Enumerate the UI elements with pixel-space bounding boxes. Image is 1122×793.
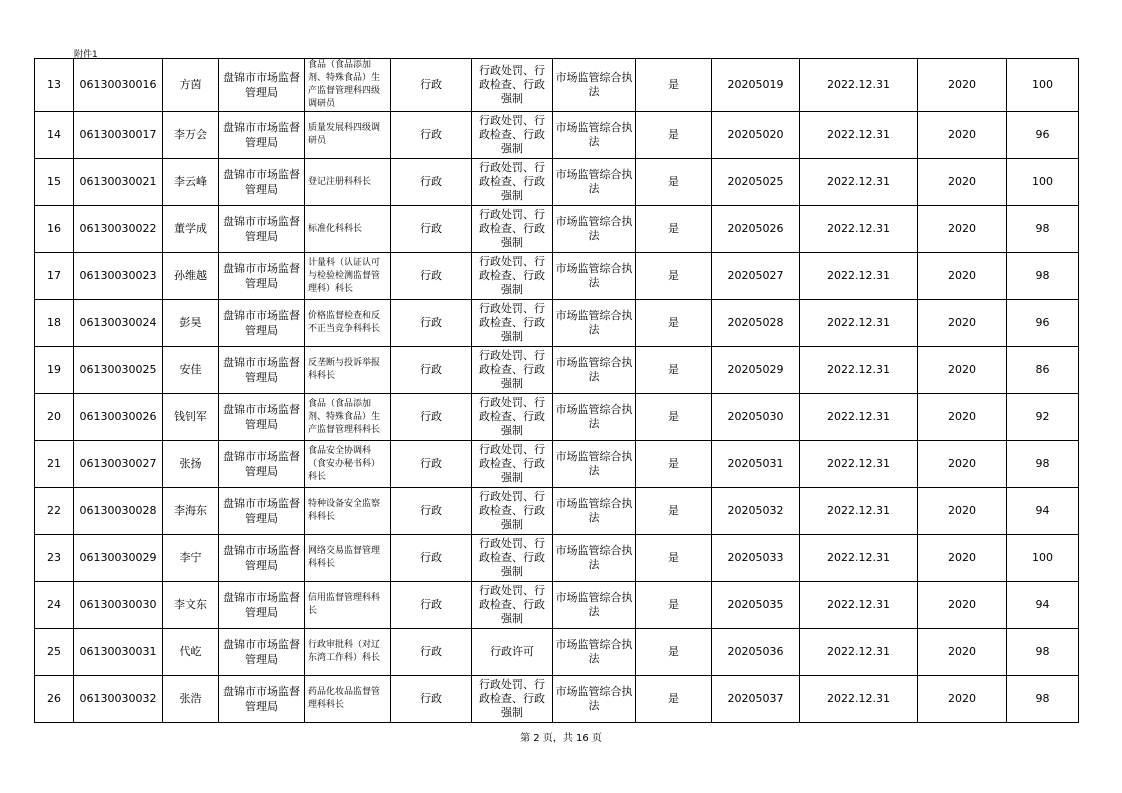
person-code-cell: 06130030021 xyxy=(74,159,163,206)
post-cell: 反垄断与投诉举报科科长 xyxy=(305,347,391,394)
flag-cell: 是 xyxy=(636,59,712,112)
unit-cell: 盘锦市市场监督管理局 xyxy=(219,159,305,206)
unit-cell: 盘锦市市场监督管理局 xyxy=(219,59,305,112)
enforcement-type-cell: 行政处罚、行政检查、行政强制 xyxy=(472,347,553,394)
row-number-cell: 22 xyxy=(35,488,74,535)
year-cell: 2020 xyxy=(918,112,1007,159)
valid-until-cell: 2022.12.31 xyxy=(800,112,918,159)
certificate-number-cell: 20205037 xyxy=(712,676,800,723)
year-cell: 2020 xyxy=(918,582,1007,629)
valid-until-cell: 2022.12.31 xyxy=(800,59,918,112)
table-row xyxy=(35,112,1079,159)
enforcement-field-cell: 市场监管综合执法 xyxy=(553,441,636,488)
enforcement-field-cell: 市场监管综合执法 xyxy=(553,535,636,582)
score-cell: 92 xyxy=(1007,394,1079,441)
name-cell: 钱钊军 xyxy=(163,394,219,441)
score-cell: 86 xyxy=(1007,347,1079,394)
post-cell: 质量发展科四级调研员 xyxy=(305,112,391,159)
person-code-cell: 06130030032 xyxy=(74,676,163,723)
unit-cell: 盘锦市市场监督管理局 xyxy=(219,629,305,676)
table-body xyxy=(35,59,1079,723)
certificate-number-cell: 20205031 xyxy=(712,441,800,488)
row-number-cell: 13 xyxy=(35,59,74,112)
row-number-cell: 24 xyxy=(35,582,74,629)
category-cell: 行政 xyxy=(391,347,472,394)
person-code-cell: 06130030030 xyxy=(74,582,163,629)
certificate-number-cell: 20205028 xyxy=(712,300,800,347)
unit-cell: 盘锦市市场监督管理局 xyxy=(219,676,305,723)
unit-cell: 盘锦市市场监督管理局 xyxy=(219,253,305,300)
name-cell: 代屹 xyxy=(163,629,219,676)
table-row xyxy=(35,347,1079,394)
name-cell: 李海东 xyxy=(163,488,219,535)
year-cell: 2020 xyxy=(918,441,1007,488)
post-cell: 药品化妆品监督管理科科长 xyxy=(305,676,391,723)
category-cell: 行政 xyxy=(391,582,472,629)
name-cell: 安佳 xyxy=(163,347,219,394)
score-cell: 96 xyxy=(1007,300,1079,347)
certificate-number-cell: 20205033 xyxy=(712,535,800,582)
enforcement-field-cell: 市场监管综合执法 xyxy=(553,629,636,676)
name-cell: 李万会 xyxy=(163,112,219,159)
enforcement-field-cell: 市场监管综合执法 xyxy=(553,59,636,112)
table-row xyxy=(35,441,1079,488)
person-code-cell: 06130030016 xyxy=(74,59,163,112)
row-number-cell: 23 xyxy=(35,535,74,582)
table-row xyxy=(35,582,1079,629)
post-cell: 食品（食品添加剂、特殊食品）生产监督管理科科长 xyxy=(305,394,391,441)
certificate-number-cell: 20205019 xyxy=(712,59,800,112)
flag-cell: 是 xyxy=(636,112,712,159)
certificate-number-cell: 20205025 xyxy=(712,159,800,206)
score-cell: 94 xyxy=(1007,488,1079,535)
post-cell: 价格监督检查和反不正当竞争科科长 xyxy=(305,300,391,347)
certificate-number-cell: 20205027 xyxy=(712,253,800,300)
enforcement-field-cell: 市场监管综合执法 xyxy=(553,253,636,300)
table-row xyxy=(35,394,1079,441)
unit-cell: 盘锦市市场监督管理局 xyxy=(219,535,305,582)
unit-cell: 盘锦市市场监督管理局 xyxy=(219,347,305,394)
person-code-cell: 06130030029 xyxy=(74,535,163,582)
row-number-cell: 17 xyxy=(35,253,74,300)
certificate-number-cell: 20205035 xyxy=(712,582,800,629)
enforcement-field-cell: 市场监管综合执法 xyxy=(553,582,636,629)
year-cell: 2020 xyxy=(918,300,1007,347)
flag-cell: 是 xyxy=(636,535,712,582)
table-row xyxy=(35,676,1079,723)
enforcement-type-cell: 行政许可 xyxy=(472,629,553,676)
flag-cell: 是 xyxy=(636,441,712,488)
flag-cell: 是 xyxy=(636,582,712,629)
unit-cell: 盘锦市市场监督管理局 xyxy=(219,206,305,253)
enforcement-field-cell: 市场监管综合执法 xyxy=(553,300,636,347)
table-row xyxy=(35,159,1079,206)
certificate-number-cell: 20205032 xyxy=(712,488,800,535)
personnel-table xyxy=(34,58,1079,723)
attachment-label: 附件1 xyxy=(74,50,98,60)
valid-until-cell: 2022.12.31 xyxy=(800,159,918,206)
score-cell: 98 xyxy=(1007,441,1079,488)
category-cell: 行政 xyxy=(391,394,472,441)
valid-until-cell: 2022.12.31 xyxy=(800,206,918,253)
valid-until-cell: 2022.12.31 xyxy=(800,300,918,347)
person-code-cell: 06130030023 xyxy=(74,253,163,300)
category-cell: 行政 xyxy=(391,535,472,582)
flag-cell: 是 xyxy=(636,488,712,535)
valid-until-cell: 2022.12.31 xyxy=(800,629,918,676)
enforcement-field-cell: 市场监管综合执法 xyxy=(553,112,636,159)
year-cell: 2020 xyxy=(918,535,1007,582)
person-code-cell: 06130030017 xyxy=(74,112,163,159)
year-cell: 2020 xyxy=(918,394,1007,441)
category-cell: 行政 xyxy=(391,59,472,112)
name-cell: 李文东 xyxy=(163,582,219,629)
table-row xyxy=(35,535,1079,582)
table-row xyxy=(35,300,1079,347)
category-cell: 行政 xyxy=(391,676,472,723)
page-indicator: 第 2 页，共 16 页 xyxy=(520,733,602,744)
unit-cell: 盘锦市市场监督管理局 xyxy=(219,112,305,159)
score-cell: 100 xyxy=(1007,159,1079,206)
year-cell: 2020 xyxy=(918,253,1007,300)
table-row xyxy=(35,59,1079,112)
enforcement-type-cell: 行政处罚、行政检查、行政强制 xyxy=(472,535,553,582)
unit-cell: 盘锦市市场监督管理局 xyxy=(219,441,305,488)
year-cell: 2020 xyxy=(918,347,1007,394)
score-cell: 98 xyxy=(1007,253,1079,300)
flag-cell: 是 xyxy=(636,394,712,441)
row-number-cell: 15 xyxy=(35,159,74,206)
enforcement-field-cell: 市场监管综合执法 xyxy=(553,488,636,535)
valid-until-cell: 2022.12.31 xyxy=(800,394,918,441)
post-cell: 行政审批科（对辽东湾工作科）科长 xyxy=(305,629,391,676)
person-code-cell: 06130030028 xyxy=(74,488,163,535)
flag-cell: 是 xyxy=(636,206,712,253)
flag-cell: 是 xyxy=(636,159,712,206)
valid-until-cell: 2022.12.31 xyxy=(800,253,918,300)
unit-cell: 盘锦市市场监督管理局 xyxy=(219,582,305,629)
enforcement-type-cell: 行政处罚、行政检查、行政强制 xyxy=(472,159,553,206)
name-cell: 张扬 xyxy=(163,441,219,488)
row-number-cell: 18 xyxy=(35,300,74,347)
post-cell: 登记注册科科长 xyxy=(305,159,391,206)
person-code-cell: 06130030022 xyxy=(74,206,163,253)
person-code-cell: 06130030026 xyxy=(74,394,163,441)
year-cell: 2020 xyxy=(918,59,1007,112)
valid-until-cell: 2022.12.31 xyxy=(800,582,918,629)
enforcement-type-cell: 行政处罚、行政检查、行政强制 xyxy=(472,206,553,253)
category-cell: 行政 xyxy=(391,629,472,676)
category-cell: 行政 xyxy=(391,112,472,159)
person-code-cell: 06130030027 xyxy=(74,441,163,488)
valid-until-cell: 2022.12.31 xyxy=(800,488,918,535)
certificate-number-cell: 20205029 xyxy=(712,347,800,394)
year-cell: 2020 xyxy=(918,206,1007,253)
unit-cell: 盘锦市市场监督管理局 xyxy=(219,300,305,347)
category-cell: 行政 xyxy=(391,159,472,206)
row-number-cell: 14 xyxy=(35,112,74,159)
enforcement-type-cell: 行政处罚、行政检查、行政强制 xyxy=(472,394,553,441)
enforcement-type-cell: 行政处罚、行政检查、行政强制 xyxy=(472,582,553,629)
table-row xyxy=(35,488,1079,535)
year-cell: 2020 xyxy=(918,629,1007,676)
score-cell: 98 xyxy=(1007,629,1079,676)
enforcement-field-cell: 市场监管综合执法 xyxy=(553,206,636,253)
valid-until-cell: 2022.12.31 xyxy=(800,535,918,582)
year-cell: 2020 xyxy=(918,488,1007,535)
category-cell: 行政 xyxy=(391,441,472,488)
row-number-cell: 25 xyxy=(35,629,74,676)
certificate-number-cell: 20205020 xyxy=(712,112,800,159)
flag-cell: 是 xyxy=(636,347,712,394)
certificate-number-cell: 20205036 xyxy=(712,629,800,676)
name-cell: 张浩 xyxy=(163,676,219,723)
name-cell: 董学成 xyxy=(163,206,219,253)
enforcement-type-cell: 行政处罚、行政检查、行政强制 xyxy=(472,676,553,723)
unit-cell: 盘锦市市场监督管理局 xyxy=(219,394,305,441)
table-row xyxy=(35,629,1079,676)
table-row xyxy=(35,253,1079,300)
person-code-cell: 06130030025 xyxy=(74,347,163,394)
category-cell: 行政 xyxy=(391,206,472,253)
certificate-number-cell: 20205026 xyxy=(712,206,800,253)
name-cell: 方茵 xyxy=(163,59,219,112)
name-cell: 李云峰 xyxy=(163,159,219,206)
post-cell: 食品（食品添加剂、特殊食品）生产监督管理科四级调研员 xyxy=(305,59,391,112)
score-cell: 98 xyxy=(1007,676,1079,723)
row-number-cell: 16 xyxy=(35,206,74,253)
name-cell: 彭昊 xyxy=(163,300,219,347)
year-cell: 2020 xyxy=(918,676,1007,723)
enforcement-field-cell: 市场监管综合执法 xyxy=(553,676,636,723)
table-row xyxy=(35,206,1079,253)
flag-cell: 是 xyxy=(636,629,712,676)
score-cell: 98 xyxy=(1007,206,1079,253)
score-cell: 100 xyxy=(1007,535,1079,582)
post-cell: 标准化科科长 xyxy=(305,206,391,253)
flag-cell: 是 xyxy=(636,253,712,300)
category-cell: 行政 xyxy=(391,300,472,347)
flag-cell: 是 xyxy=(636,300,712,347)
person-code-cell: 06130030024 xyxy=(74,300,163,347)
post-cell: 网络交易监督管理科科长 xyxy=(305,535,391,582)
valid-until-cell: 2022.12.31 xyxy=(800,347,918,394)
post-cell: 信用监督管理科科长 xyxy=(305,582,391,629)
category-cell: 行政 xyxy=(391,488,472,535)
row-number-cell: 21 xyxy=(35,441,74,488)
person-code-cell: 06130030031 xyxy=(74,629,163,676)
enforcement-type-cell: 行政处罚、行政检查、行政强制 xyxy=(472,441,553,488)
enforcement-type-cell: 行政处罚、行政检查、行政强制 xyxy=(472,300,553,347)
row-number-cell: 19 xyxy=(35,347,74,394)
score-cell: 96 xyxy=(1007,112,1079,159)
name-cell: 孙维越 xyxy=(163,253,219,300)
enforcement-type-cell: 行政处罚、行政检查、行政强制 xyxy=(472,112,553,159)
valid-until-cell: 2022.12.31 xyxy=(800,441,918,488)
category-cell: 行政 xyxy=(391,253,472,300)
row-number-cell: 20 xyxy=(35,394,74,441)
row-number-cell: 26 xyxy=(35,676,74,723)
post-cell: 特种设备安全监察科科长 xyxy=(305,488,391,535)
post-cell: 食品安全协调科（食安办秘书科）科长 xyxy=(305,441,391,488)
enforcement-field-cell: 市场监管综合执法 xyxy=(553,347,636,394)
flag-cell: 是 xyxy=(636,676,712,723)
name-cell: 李宁 xyxy=(163,535,219,582)
year-cell: 2020 xyxy=(918,159,1007,206)
certificate-number-cell: 20205030 xyxy=(712,394,800,441)
post-cell: 计量科（认证认可与检验检测监督管理科）科长 xyxy=(305,253,391,300)
score-cell: 94 xyxy=(1007,582,1079,629)
enforcement-type-cell: 行政处罚、行政检查、行政强制 xyxy=(472,59,553,112)
enforcement-type-cell: 行政处罚、行政检查、行政强制 xyxy=(472,488,553,535)
score-cell: 100 xyxy=(1007,59,1079,112)
unit-cell: 盘锦市市场监督管理局 xyxy=(219,488,305,535)
valid-until-cell: 2022.12.31 xyxy=(800,676,918,723)
enforcement-type-cell: 行政处罚、行政检查、行政强制 xyxy=(472,253,553,300)
enforcement-field-cell: 市场监管综合执法 xyxy=(553,159,636,206)
enforcement-field-cell: 市场监管综合执法 xyxy=(553,394,636,441)
